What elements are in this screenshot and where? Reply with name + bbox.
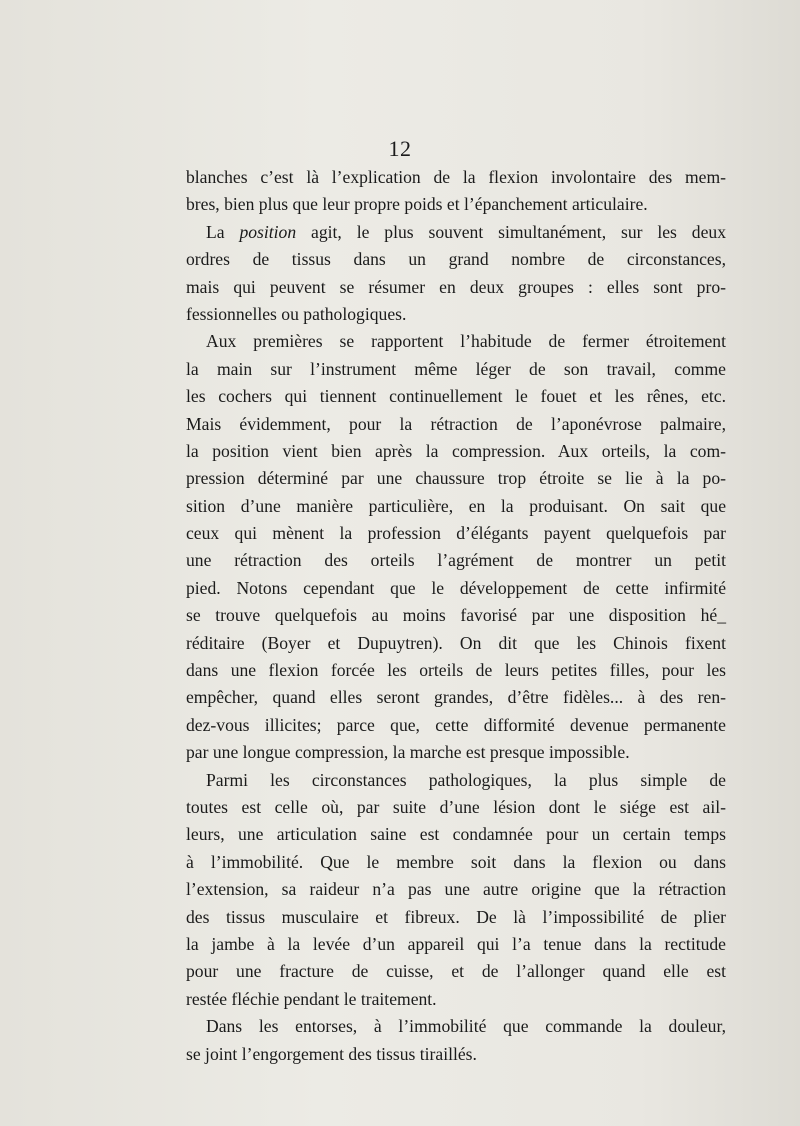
italic-term: position bbox=[239, 221, 297, 242]
text-line: restée fléchie pendant le traitement. bbox=[186, 988, 437, 1009]
text-line: dez-vous illicites; parce que, cette difformité devenue permanente bbox=[186, 714, 726, 735]
text-line: à l’immobilité. Que le membre soit dans la flexion ou dans bbox=[186, 851, 726, 872]
text-line: bres, bien plus que leur propre poids et l’épanchement articulaire. bbox=[186, 194, 648, 215]
text-line: pied. Notons cependant que le développement de cette infirmité bbox=[186, 577, 726, 598]
text-line: blanches c’est là l’explication de la flexion involontaire des mem- bbox=[186, 167, 726, 187]
text-line: empêcher, quand elles seront grandes, d’être fidèles... à des ren- bbox=[186, 687, 726, 708]
text-line: réditaire (Boyer et Dupuytren). On dit que les Chinois fixent bbox=[186, 632, 726, 653]
text-line: pour une fracture de cuisse, et de l’allonger quand elle est bbox=[186, 961, 726, 982]
text-line: Aux premières se rapportent l’habitude de fermer étroitement bbox=[206, 331, 726, 352]
text-line: leurs, une articulation saine est condamnée pour un certain temps bbox=[186, 824, 726, 845]
text-line: les cochers qui tiennent continuellement le fouet et les rênes, etc. bbox=[186, 386, 726, 407]
text-line: ceux qui mènent la profession d’élégants payent quelquefois par bbox=[186, 523, 726, 544]
text-line: sition d’une manière particulière, en la produisant. On sait que bbox=[186, 495, 726, 516]
text-segment: agit, le plus souvent simultanément, sur les deux bbox=[296, 221, 726, 242]
text-line: Parmi les circonstances pathologiques, la plus simple de bbox=[206, 769, 726, 790]
text-segment: La bbox=[206, 221, 240, 242]
text-line: pression déterminé par une chaussure trop étroite se lie à la po- bbox=[186, 468, 726, 489]
text-line: des tissus musculaire et fibreux. De là l’impossibilité de plier bbox=[186, 906, 726, 927]
text-line: toutes est celle où, par suite d’une lésion dont le siége est ail- bbox=[186, 796, 726, 817]
body-text bbox=[186, 164, 726, 1068]
text-line: dans une flexion forcée les orteils de leurs petites filles, pour les bbox=[186, 660, 726, 681]
text-line: ordres de tissus dans un grand nombre de circonstances, bbox=[186, 249, 726, 270]
text-line: la position vient bien après la compression. Aux orteils, la com- bbox=[186, 440, 726, 461]
text-line: la jambe à la levée d’un appareil qui l’a tenue dans la rectitude bbox=[186, 933, 726, 954]
text-line: mais qui peuvent se résumer en deux groupes : elles sont pro- bbox=[186, 276, 726, 297]
text-line: la main sur l’instrument même léger de son travail, comme bbox=[186, 358, 726, 379]
text-line bbox=[186, 219, 726, 246]
text-line: par une longue compression, la marche est presque impossible. bbox=[186, 742, 630, 763]
text-line: Mais évidemment, pour la rétraction de l’aponévrose palmaire, bbox=[186, 413, 726, 434]
text-line: Dans les entorses, à l’immobilité que commande la douleur, bbox=[206, 1016, 726, 1037]
text-line: l’extension, sa raideur n’a pas une autre origine que la rétraction bbox=[186, 879, 726, 900]
text-line: se joint l’engorgement des tissus tiraillés. bbox=[186, 1043, 477, 1064]
text-line: se trouve quelquefois au moins favorisé par une disposition hé_ bbox=[186, 605, 726, 626]
text-line: une rétraction des orteils l’agrément de montrer un petit bbox=[186, 550, 726, 571]
text-line: fessionnelles ou pathologiques. bbox=[186, 303, 407, 324]
page-number: 12 bbox=[388, 136, 412, 161]
